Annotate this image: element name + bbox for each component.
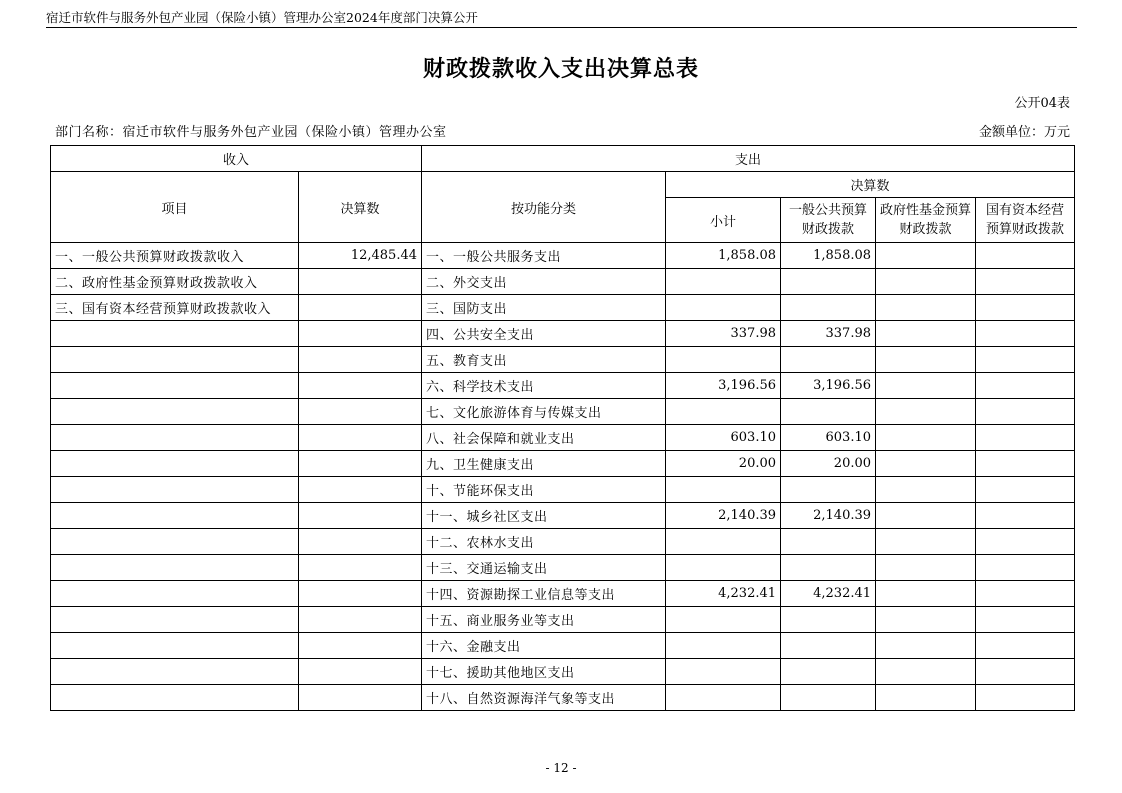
income-item-cell [51,607,299,633]
general-budget-cell [781,529,876,555]
table-row [51,581,1075,607]
general-budget-cell: 603.10 [781,425,876,451]
function-item-cell: 三、国防支出 [422,295,666,321]
income-item-cell [51,633,299,659]
income-amount-cell [299,451,422,477]
state-capital-cell [976,685,1075,711]
subtotal-cell [666,529,781,555]
general-budget-cell: 3,196.56 [781,373,876,399]
subtotal-cell: 1,858.08 [666,243,781,269]
function-item-cell: 二、外交支出 [422,269,666,295]
subtotal-cell [666,295,781,321]
income-amount-cell [299,347,422,373]
function-item-cell: 一、一般公共服务支出 [422,243,666,269]
table-row [51,659,1075,685]
income-item-cell: 三、国有资本经营预算财政拨款收入 [51,295,299,321]
function-item-cell: 十、节能环保支出 [422,477,666,503]
gov-fund-cell [876,607,976,633]
table-row [51,451,1075,477]
general-budget-cell [781,607,876,633]
gov-fund-cell [876,269,976,295]
table-row [51,373,1075,399]
gov-fund-header: 政府性基金预算财政拨款 [876,198,976,243]
income-amount-header: 决算数 [299,172,422,243]
gov-fund-cell [876,321,976,347]
function-item-cell: 十四、资源勘探工业信息等支出 [422,581,666,607]
gov-fund-cell [876,685,976,711]
function-class-header: 按功能分类 [422,172,666,243]
subtotal-cell [666,269,781,295]
state-capital-cell [976,659,1075,685]
income-item-cell [51,581,299,607]
item-header: 项目 [51,172,299,243]
state-capital-cell [976,607,1075,633]
function-item-cell: 十六、金融支出 [422,633,666,659]
state-capital-cell [976,295,1075,321]
subtotal-cell [666,347,781,373]
state-capital-cell [976,503,1075,529]
function-item-cell: 十一、城乡社区支出 [422,503,666,529]
income-item-cell [51,321,299,347]
table-row [51,269,1075,295]
function-item-cell: 七、文化旅游体育与传媒支出 [422,399,666,425]
subtotal-cell: 603.10 [666,425,781,451]
income-item-cell: 一、一般公共预算财政拨款收入 [51,243,299,269]
gov-fund-cell [876,425,976,451]
general-budget-cell [781,295,876,321]
income-amount-cell [299,503,422,529]
state-capital-cell [976,243,1075,269]
subtotal-cell [666,555,781,581]
subtotal-cell [666,607,781,633]
gov-fund-cell [876,399,976,425]
table-row [51,503,1075,529]
table-row [51,399,1075,425]
amount-unit: 金额单位：万元 [978,125,1070,140]
final-amount-group-header: 决算数 [666,172,1075,198]
general-budget-cell [781,269,876,295]
general-budget-cell: 4,232.41 [781,581,876,607]
table-row [51,425,1075,451]
income-amount-cell [299,477,422,503]
general-budget-cell: 2,140.39 [781,503,876,529]
income-item-cell: 二、政府性基金预算财政拨款收入 [51,269,299,295]
gov-fund-cell [876,243,976,269]
subtotal-cell: 337.98 [666,321,781,347]
state-capital-cell [976,321,1075,347]
table-row [51,477,1075,503]
function-item-cell: 八、社会保障和就业支出 [422,425,666,451]
income-item-cell [51,451,299,477]
subtotal-cell [666,685,781,711]
table-row [51,295,1075,321]
function-item-cell: 四、公共安全支出 [422,321,666,347]
income-item-cell [51,555,299,581]
income-item-cell [51,529,299,555]
subtotal-cell: 2,140.39 [666,503,781,529]
state-capital-cell [976,529,1075,555]
gov-fund-cell [876,477,976,503]
general-budget-cell [781,399,876,425]
expense-section-header: 支出 [422,146,1075,172]
gov-fund-cell [876,503,976,529]
subtotal-cell [666,399,781,425]
income-amount-cell [299,425,422,451]
income-amount-cell [299,581,422,607]
state-capital-cell [976,633,1075,659]
state-capital-cell [976,555,1075,581]
page-number: - 12 - [545,761,577,775]
state-capital-cell [976,451,1075,477]
state-capital-cell [976,373,1075,399]
department-name: 部门名称：宿迁市软件与服务外包产业园（保险小镇）管理办公室 [55,125,447,140]
finance-table [50,145,1075,711]
income-item-cell [51,659,299,685]
subtotal-cell [666,659,781,685]
general-budget-cell [781,347,876,373]
state-capital-cell [976,425,1075,451]
income-item-cell [51,685,299,711]
income-item-cell [51,477,299,503]
income-amount-cell [299,529,422,555]
general-budget-cell [781,633,876,659]
general-budget-cell [781,555,876,581]
function-item-cell: 九、卫生健康支出 [422,451,666,477]
gov-fund-cell [876,373,976,399]
income-amount-cell [299,607,422,633]
table-row [51,685,1075,711]
income-amount-cell [299,555,422,581]
subtotal-cell [666,477,781,503]
gov-fund-cell [876,555,976,581]
document-title: 财政拨款收入支出决算总表 [422,56,699,82]
income-amount-cell [299,399,422,425]
income-amount-cell [299,295,422,321]
header-rule [46,27,1077,28]
general-budget-cell: 20.00 [781,451,876,477]
general-budget-cell [781,477,876,503]
function-item-cell: 十五、商业服务业等支出 [422,607,666,633]
subtotal-cell: 3,196.56 [666,373,781,399]
function-item-cell: 十八、自然资源海洋气象等支出 [422,685,666,711]
general-budget-cell: 1,858.08 [781,243,876,269]
gov-fund-cell [876,633,976,659]
general-budget-header: 一般公共预算财政拨款 [781,198,876,243]
income-amount-cell [299,269,422,295]
function-item-cell: 十七、援助其他地区支出 [422,659,666,685]
table-row [51,555,1075,581]
income-amount-cell [299,659,422,685]
income-amount-cell [299,373,422,399]
subtotal-cell [666,633,781,659]
income-amount-cell: 12,485.44 [299,243,422,269]
income-item-cell [51,373,299,399]
income-item-cell [51,503,299,529]
general-budget-cell: 337.98 [781,321,876,347]
state-capital-header: 国有资本经营预算财政拨款 [976,198,1075,243]
income-amount-cell [299,685,422,711]
income-amount-cell [299,321,422,347]
subtotal-cell: 4,232.41 [666,581,781,607]
function-item-cell: 十二、农林水支出 [422,529,666,555]
table-row [51,633,1075,659]
function-item-cell: 六、科学技术支出 [422,373,666,399]
subtotal-header: 小计 [666,198,781,243]
state-capital-cell [976,399,1075,425]
table-row [51,321,1075,347]
state-capital-cell [976,269,1075,295]
gov-fund-cell [876,347,976,373]
state-capital-cell [976,477,1075,503]
gov-fund-cell [876,295,976,321]
general-budget-cell [781,685,876,711]
state-capital-cell [976,581,1075,607]
income-item-cell [51,399,299,425]
state-capital-cell [976,347,1075,373]
subtotal-cell: 20.00 [666,451,781,477]
income-amount-cell [299,633,422,659]
table-number: 公开04表 [1014,96,1070,111]
table-row [51,243,1075,269]
table-row [51,347,1075,373]
function-item-cell: 五、教育支出 [422,347,666,373]
gov-fund-cell [876,659,976,685]
table-row [51,529,1075,555]
gov-fund-cell [876,451,976,477]
income-section-header: 收入 [51,146,422,172]
function-item-cell: 十三、交通运输支出 [422,555,666,581]
running-header: 宿迁市软件与服务外包产业园（保险小镇）管理办公室2024年度部门决算公开 [46,10,478,25]
general-budget-cell [781,659,876,685]
income-item-cell [51,425,299,451]
gov-fund-cell [876,529,976,555]
table-row [51,607,1075,633]
income-item-cell [51,347,299,373]
gov-fund-cell [876,581,976,607]
